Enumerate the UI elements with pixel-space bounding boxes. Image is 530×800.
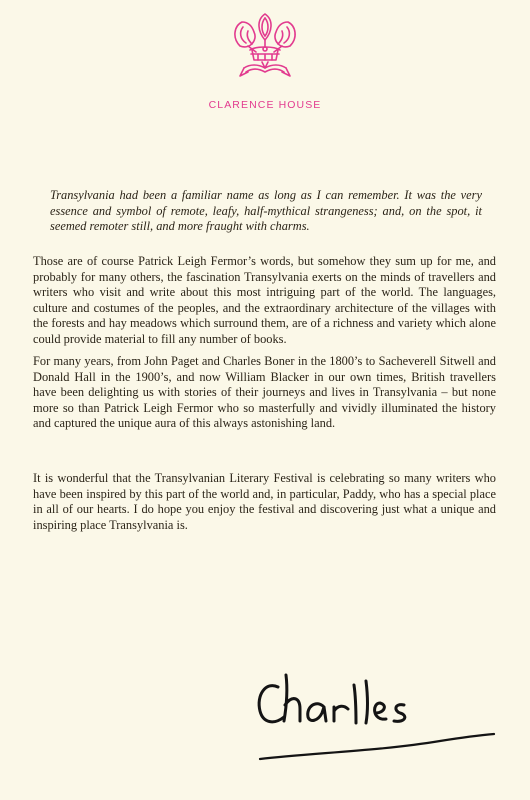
prince-of-wales-feathers-crest-icon — [228, 10, 302, 86]
body-paragraph: Those are of course Patrick Leigh Fermor’s words, but somehow they sum up for me, and probably for many others, the fascination Transylvania exerts on the minds of travellers and writers who visit and write about this most intriguing part of the world. The languages, culture and costumes of the peoples, and the extraordinary architecture of the villages with the forests and hay meadows which surround them, are of a richness and variety which alone could provide material to fill any number of books. — [33, 254, 496, 346]
body-paragraph: For many years, from John Paget and Charles Boner in the 1800’s to Sacheverell Sitwell and Donald Hall in the 1900’s, and now William Blacker in our own times, British travellers have been delighting us with stories of their journeys and lives in Transylvania – but none more so than Patrick Leigh Fermor who so masterfully and vividly illuminated the history and captured the unique aura of this always astonishing land. — [33, 354, 496, 431]
letterhead-title: CLARENCE HOUSE — [208, 99, 322, 111]
handwritten-signature — [250, 665, 505, 775]
body-paragraph: It is wonderful that the Transylvanian Literary Festival is celebrating so many writers who have been inspired by this part of the world and, in particular, Paddy, who has a special place in all of our hearts. I do hope you enjoy the festival and discovering just what a unique and inspiring place Transylvania is. — [33, 471, 496, 532]
opening-quote: Transylvania had been a familiar name as long as I can remember. It was the very essence and symbol of remote, leafy, half-mythical strangeness; and, on the spot, it seemed remoter still, and more fraught with charms. — [50, 188, 482, 233]
